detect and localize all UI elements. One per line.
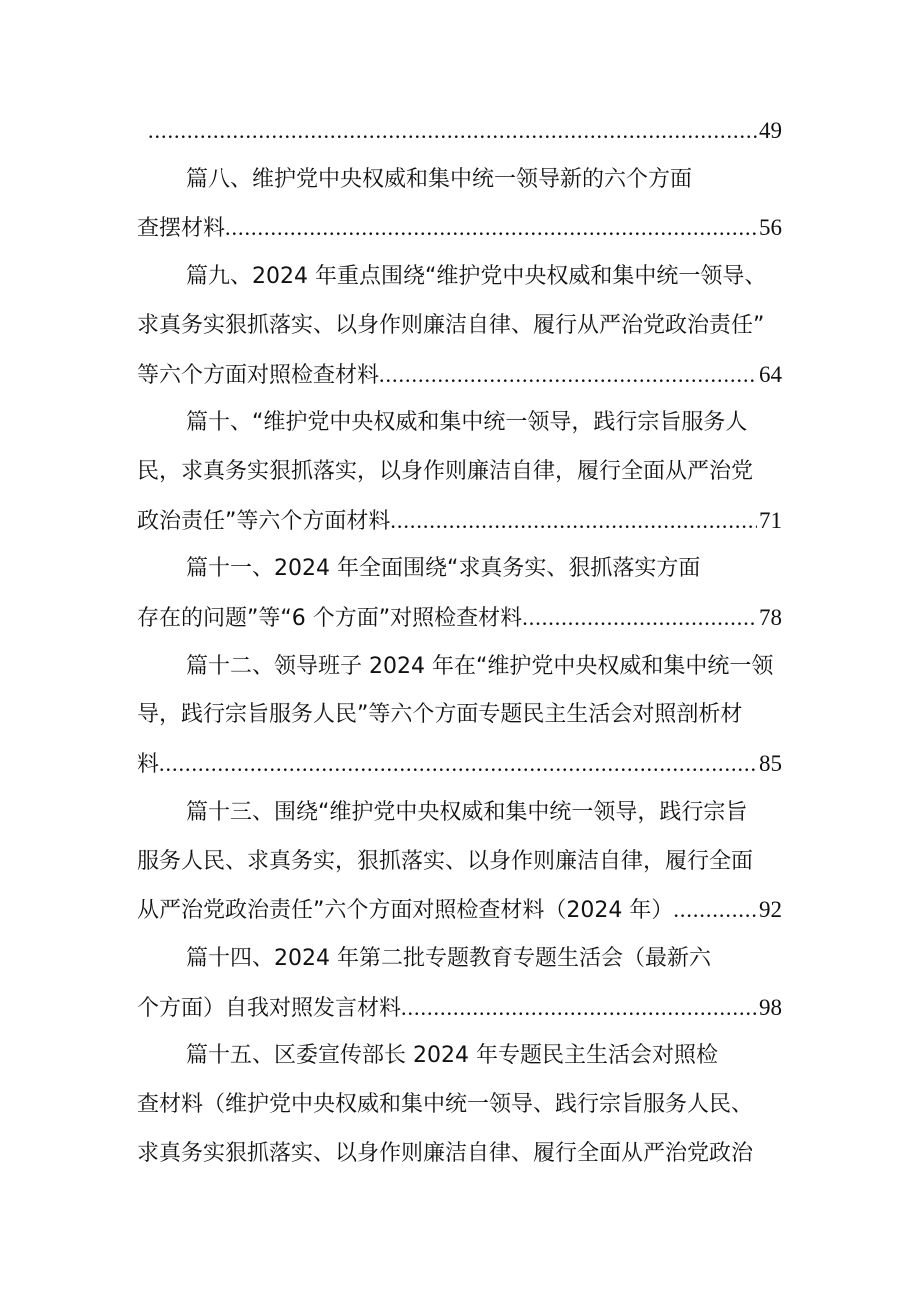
page-number: 56 bbox=[759, 215, 782, 241]
toc-entry-text: 存在的问题”等“6 个方面”对照检查材料 bbox=[137, 606, 523, 631]
dot-leader bbox=[401, 991, 757, 1025]
toc-entry-text: 个方面）自我对照发言材料 bbox=[137, 995, 402, 1021]
toc-entry-leader-line bbox=[137, 504, 782, 538]
page-number: 98 bbox=[759, 994, 782, 1020]
toc-entry-text: 篇十一、2024 年全面围绕“求真务实、狠抓落实方面 bbox=[186, 556, 701, 582]
toc-entry-text: 等六个方面对照检查材料 bbox=[137, 362, 380, 388]
page-number: 71 bbox=[759, 507, 782, 533]
toc-entry-leader-line bbox=[137, 358, 782, 392]
toc-entry-line bbox=[186, 796, 800, 830]
toc-entry-line bbox=[137, 455, 800, 489]
toc-entry-text: 查摆材料 bbox=[137, 216, 226, 242]
dot-leader bbox=[390, 504, 757, 538]
toc-entry-line bbox=[137, 1088, 800, 1122]
toc-entry-text: 民，求真务实狠抓落实，以身作则廉洁自律，履行全面从严治党 bbox=[137, 458, 754, 484]
toc-entry-leader-line bbox=[137, 211, 782, 245]
toc-entry-line bbox=[186, 163, 800, 197]
toc-entry-line bbox=[186, 406, 800, 440]
toc-entry-text: 从严治党政治责任”六个方面对照检查材料（2024 年） bbox=[137, 898, 674, 924]
toc-entry-line bbox=[186, 1039, 800, 1073]
toc-entry-text: 查材料（维护党中央权威和集中统一领导、践行宗旨服务人民、 bbox=[137, 1092, 754, 1117]
page-number: 78 bbox=[759, 605, 782, 630]
toc-entry-text: 篇十二、领导班子 2024 年在“维护党中央权威和集中统一领 bbox=[186, 653, 774, 679]
toc-entry-leader-line bbox=[137, 893, 782, 927]
toc-entry-text: 导，践行宗旨服务人民”等六个方面专题民主生活会对照剖析材 bbox=[137, 702, 743, 728]
dot-leader bbox=[148, 114, 757, 148]
toc-entry-text: 篇八、维护党中央权威和集中统一领导新的六个方面 bbox=[186, 166, 693, 192]
toc-entry-text: 服务人民、求真务实，狠抓落实、以身作则廉洁自律，履行全面 bbox=[137, 848, 754, 874]
toc-entry-text: 篇十五、区委宣传部长 2024 年专题民主生活会对照检 bbox=[186, 1043, 718, 1069]
toc-entry-leader-line bbox=[148, 114, 782, 148]
dot-leader bbox=[522, 601, 757, 635]
toc-entry-leader-line bbox=[137, 991, 782, 1025]
dot-leader bbox=[225, 211, 757, 245]
toc-entry-line bbox=[137, 698, 800, 732]
page-number: 49 bbox=[759, 118, 782, 143]
toc-entry-line bbox=[186, 260, 800, 294]
toc-entry-line bbox=[137, 1137, 800, 1171]
toc-entry-text: 求真务实狠抓落实、以身作则廉洁自律、履行从严治党政治责任” bbox=[137, 312, 765, 338]
toc-entry-text: 篇九、2024 年重点围绕“维护党中央权威和集中统一领导、 bbox=[186, 264, 767, 290]
toc-entry-line bbox=[137, 845, 800, 879]
toc-entry-line bbox=[186, 942, 800, 976]
toc-entry-text: 篇十三、围绕“维护党中央权威和集中统一领导，践行宗旨 bbox=[186, 799, 748, 825]
toc-entry-text: 求真务实狠抓落实、以身作则廉洁自律、履行全面从严治党政治 bbox=[137, 1140, 754, 1166]
toc-entry-text: 篇十四、2024 年第二批专题教育专题生活会（最新六 bbox=[186, 945, 711, 971]
dot-leader bbox=[379, 358, 757, 392]
page-number: 92 bbox=[759, 897, 782, 923]
toc-entry-leader-line bbox=[137, 601, 782, 635]
toc-entry-leader-line bbox=[137, 747, 782, 781]
toc-entry-line bbox=[137, 309, 800, 343]
toc-entry-line bbox=[186, 552, 800, 586]
toc-entry-text: 篇十、“维护党中央权威和集中统一领导，践行宗旨服务人 bbox=[186, 410, 748, 436]
dot-leader bbox=[673, 893, 757, 927]
toc-entry-text: 料 bbox=[137, 752, 160, 778]
dot-leader bbox=[159, 747, 757, 781]
toc-entry-text: 政治责任”等六个方面材料 bbox=[137, 508, 391, 534]
page-number: 64 bbox=[759, 361, 782, 387]
page-number: 85 bbox=[759, 751, 782, 777]
toc-entry-line bbox=[186, 650, 800, 684]
